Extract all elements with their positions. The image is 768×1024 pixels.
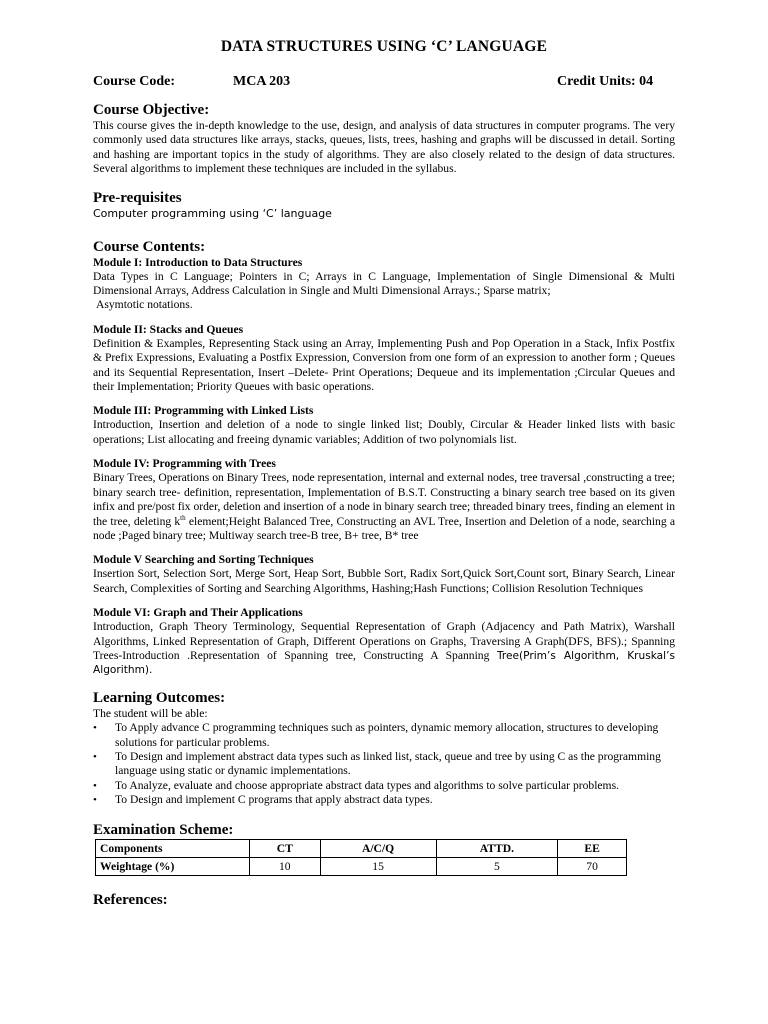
module-3 xyxy=(93,404,675,447)
module-text-tail: Tree(Prim’s Algorithm, Kruskal’s Algorithm). xyxy=(93,649,675,677)
prerequisites-text: Computer programming using ‘C’ language xyxy=(93,206,332,220)
objective-text: This course gives the in-depth knowledge to the use, design, and analysis of data structures in computer programs. The very commonly used data structures like arrays, stacks, queues, lists, trees, hashing and graphs will be discussed in detail. Sorting and hashing are important topics in the study of algorithms. They are also closely related to the design of data structures. Several algorithms to implement these techniques are included in the syllabus. xyxy=(93,119,675,176)
module-text-extra: Asymtotic notations. xyxy=(96,298,193,312)
list-item: • To Analyze, evaluate and choose appropriate abstract data types and algorithms to solve particular problems. xyxy=(93,778,619,792)
module-text: Data Types in C Language; Pointers in C; Arrays in C Language, Implementation of Single Dimensional & Multi Dimensional Arrays, Address Calculation in Single and Multi Dimensional Arrays.; Sparse matrix; xyxy=(93,269,675,298)
table-header-cell: Components xyxy=(96,839,250,857)
module-1 xyxy=(93,256,675,313)
outcomes-list xyxy=(93,721,675,807)
bullet-icon: • xyxy=(93,750,97,763)
credit-units: Credit Units: 04 xyxy=(557,74,654,89)
module-text-part: element;Height Balanced Tree, Constructing an AVL Tree, Insertion and Deletion of a node, searching a node ;Paged binary tree; Multiway search tree-B tree, B+ tree, B* tree xyxy=(93,514,675,542)
references-heading: References: xyxy=(93,891,168,908)
module-title: Module VI: Graph and Their Applications xyxy=(93,606,303,620)
prerequisites-heading: Pre-requisites xyxy=(93,189,182,206)
module-text-part: Binary Trees, Operations on Binary Trees, node representation, internal and external nodes, tree traversal ,constructing a tree; binary search tree- definition, representation, Implementation of B.S.T. Constructing a binary search tree based on its given infix and pre/post fix order, deletion and insertion of a node in binary search tree; threaded binary trees, finding an element in the tree, deleting k xyxy=(93,471,675,528)
table-header-cell: A/C/Q xyxy=(320,839,436,857)
module-5 xyxy=(93,553,675,596)
table-header-row xyxy=(96,839,627,857)
table-cell: 5 xyxy=(436,857,558,875)
module-title: Module IV: Programming with Trees xyxy=(93,457,276,471)
syllabus-page xyxy=(93,38,675,909)
bullet-icon: • xyxy=(93,779,97,792)
course-code-label: Course Code: xyxy=(93,74,176,89)
table-cell: 70 xyxy=(558,857,627,875)
table-header-cell: ATTD. xyxy=(436,839,558,857)
module-text xyxy=(93,620,675,678)
module-title: Module II: Stacks and Queues xyxy=(93,322,244,336)
module-title: Module III: Programming with Linked Lists xyxy=(93,404,314,418)
superscript-th: th xyxy=(180,513,186,522)
page-title: DATA STRUCTURES USING ‘C’ LANGUAGE xyxy=(220,38,548,55)
table-row xyxy=(96,857,627,875)
examination-scheme-heading: Examination Scheme: xyxy=(93,821,234,838)
table-header-cell: EE xyxy=(558,839,627,857)
learning-outcomes-heading: Learning Outcomes: xyxy=(93,689,226,706)
examination-table xyxy=(95,839,627,876)
module-text xyxy=(93,471,675,543)
module-title: Module V Searching and Sorting Techniques xyxy=(93,553,314,567)
module-title: Module I: Introduction to Data Structures xyxy=(93,255,303,269)
outcomes-intro: The student will be able: xyxy=(93,706,208,720)
course-code: MCA 203 xyxy=(233,74,291,89)
module-text: Insertion Sort, Selection Sort, Merge Sort, Heap Sort, Bubble Sort, Radix Sort,Quick Sort,Count sort, Binary Search, Linear Search, Complexities of Sorting and Searching Algorithms, Hashing;Hash Functions; Collision Resolution Techniques xyxy=(93,567,675,595)
list-item: • To Design and implement abstract data types such as linked list, stack, queue and tree by using C as the programming language using static or dynamic implementations. xyxy=(93,749,661,778)
table-cell: 10 xyxy=(250,857,321,875)
table-header-cell: CT xyxy=(250,839,321,857)
objective-heading: Course Objective: xyxy=(93,102,210,118)
course-info-line xyxy=(93,74,675,92)
course-contents-heading: Course Contents: xyxy=(93,238,206,255)
table-cell: 15 xyxy=(320,857,436,875)
module-text-part: Introduction, Graph Theory Terminology, Sequential Representation of Graph (Adjacency and Path Matrix), Warshall Algorithms, Linked Representation of Graph, Different Operations on Graphs, Traversing A Graph(DFS, BFS).; Spanning Trees-Introduction .Representation of Spanning tree, Constructing A Spanning xyxy=(93,620,675,662)
module-2 xyxy=(93,323,675,395)
module-4 xyxy=(93,457,675,543)
bullet-icon: • xyxy=(93,722,97,735)
list-item: • To Apply advance C programming techniques such as pointers, dynamic memory allocation, structures to developing solutions for particular problems. xyxy=(93,721,659,749)
list-item: • To Design and implement C programs that apply abstract data types. xyxy=(93,793,433,807)
module-6 xyxy=(93,606,675,678)
bullet-icon: • xyxy=(93,794,97,807)
table-cell: Weightage (%) xyxy=(96,857,250,875)
module-text: Definition & Examples, Representing Stack using an Array, Implementing Push and Pop Operation in a Stack, Infix Postfix & Prefix Expressions, Evaluating a Postfix Expression, Conversion from one form of an expression to another form ; Queues and its Sequential Representation, Insert –Delete- Print Operations; Dequeue and its implementation ;Circular Queues and their Implementation; Priority Queues with basic operations. xyxy=(93,336,675,394)
module-text: Introduction, Insertion and deletion of a node to single linked list; Doubly, Circular & Header linked lists with basic operations; List allocating and freeing dynamic variables; Addition of two polynomials list. xyxy=(93,418,675,446)
